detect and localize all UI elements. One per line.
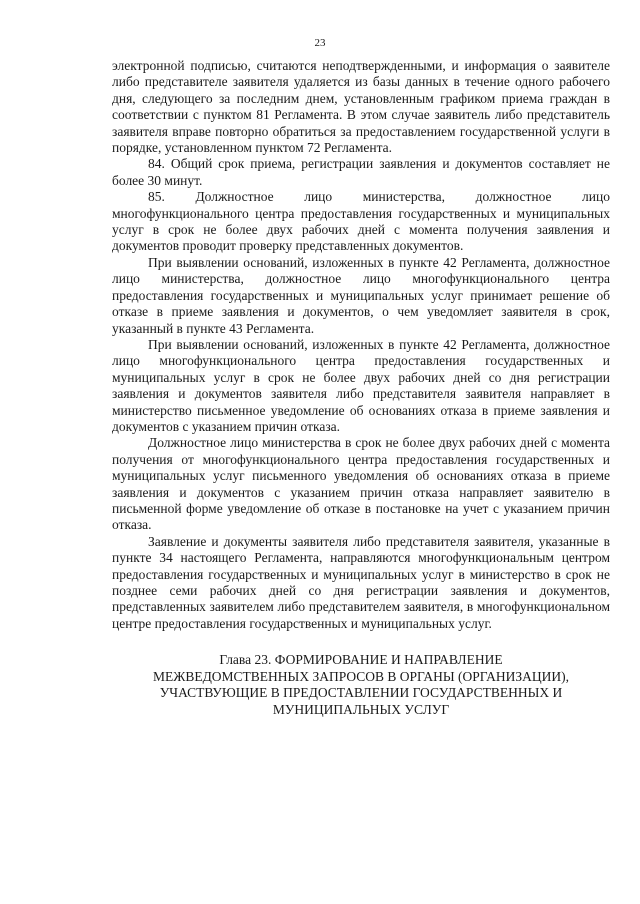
paragraph-refusal-mfc: При выявлении оснований, изложенных в пункте 42 Регламента, должностное лицо многофункционального центра предоставления государственных и муниципальных услуг в срок не более двух рабочих дней со дня регистрации заявления и документов заявителя либо представителя заявителя направляет в министерство письменное уведомление об основаниях отказа в приеме заявления и документов с указанием причин отказа. xyxy=(112,336,610,434)
paragraph-85: 85. Должностное лицо министерства, должностное лицо многофункционального центра предоставления государственных и муниципальных услуг в срок не более двух рабочих дней с момента получения заявления и документов проводит проверку представленных документов. xyxy=(112,189,610,254)
paragraph-documents-transfer: Заявление и документы заявителя либо представителя заявителя, указанные в пункте 34 настоящего Регламента, направляются многофункциональным центром предоставления государственных и муниципальных услуг в министерство в срок не позднее семи рабочих дней со дня регистрации заявления и документов, представленных заявителем либо представителем заявителя, в многофункциональном центре предоставления государственных и муниципальных услуг. xyxy=(112,533,610,631)
chapter-heading-line: Глава 23. ФОРМИРОВАНИЕ И НАПРАВЛЕНИЕ xyxy=(219,652,503,668)
paragraph-84: 84. Общий срок приема, регистрации заявления и документов составляет не более 30 минут. xyxy=(112,156,610,188)
paragraph-continuation: электронной подписью, считаются неподтвержденными, и информация о заявителе либо представителе заявителя удаляется из базы данных в течение одного рабочего дня, следующего за последним днем, установленным графиком приема граждан в соответствии с пунктом 81 Регламента. В этом случае заявитель либо представитель заявителя вправе повторно обратиться за предоставлением государственной услуги в порядке, установленном пунктом 72 Регламента. xyxy=(112,58,610,156)
chapter-heading-line: УЧАСТВУЮЩИЕ В ПРЕДОСТАВЛЕНИИ ГОСУДАРСТВЕННЫХ И xyxy=(159,685,563,701)
chapter-heading-line: МЕЖВЕДОМСТВЕННЫХ ЗАПРОСОВ В ОРГАНЫ (ОРГАНИЗАЦИИ), xyxy=(152,668,570,684)
paragraph-refusal-ministry: При выявлении оснований, изложенных в пункте 42 Регламента, должностное лицо министерства, должностное лицо многофункционального центра предоставления государственных и муниципальных услуг принимает решение об отказе в приеме заявления и документов, о чем уведомляет заявителя в срок, указанный в пункте 43 Регламента. xyxy=(112,254,610,336)
document-body xyxy=(112,58,610,718)
paragraph-ministry-notice: Должностное лицо министерства в срок не более двух рабочих дней с момента получения от многофункционального центра предоставления государственных и муниципальных услуг письменного уведомления об основаниях отказа в приеме заявления и документов с указанием причин отказа направляет заявителю в письменной форме уведомление об отказе в постановке на учет с указанием причин отказа. xyxy=(112,435,610,533)
chapter-heading-line: МУНИЦИПАЛЬНЫХ УСЛУГ xyxy=(272,701,450,717)
chapter-heading xyxy=(112,652,610,718)
page-number: 23 xyxy=(314,37,326,49)
